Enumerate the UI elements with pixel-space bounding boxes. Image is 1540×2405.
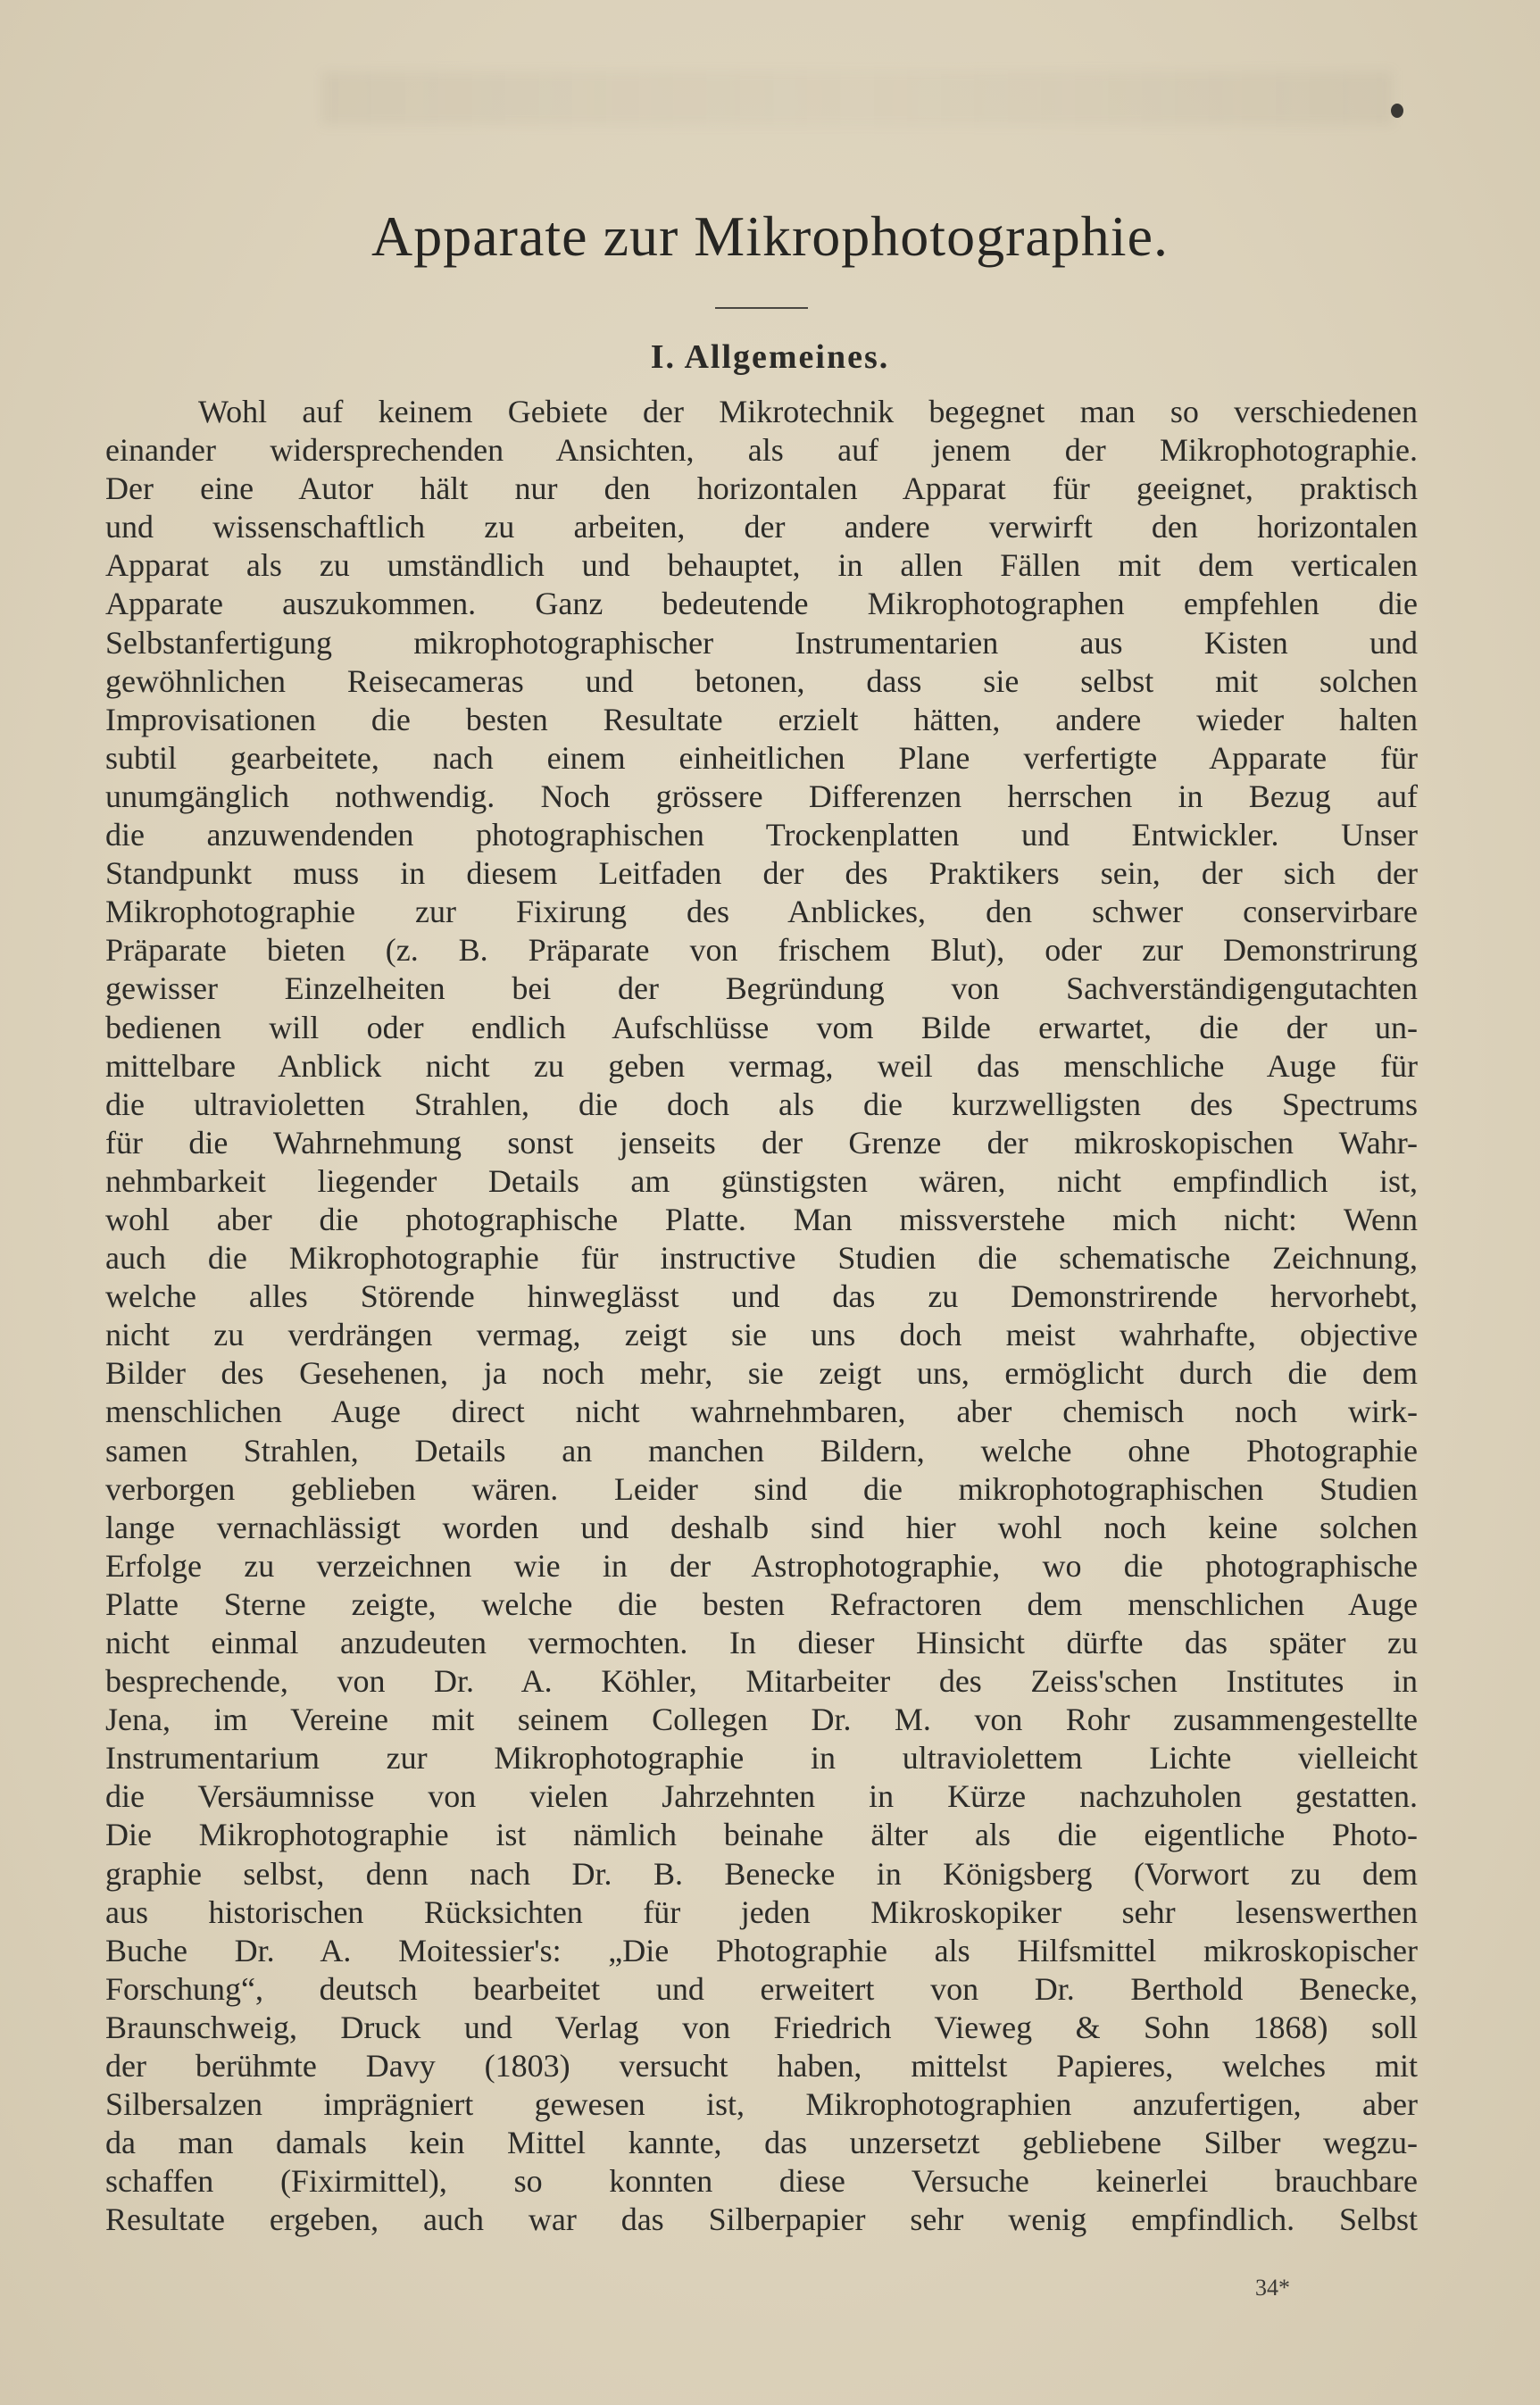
text-line: welche alles Störende hinweglässt und das zu Demonstrirende hervorhebt, <box>105 1278 1418 1315</box>
text-line: für die Wahrnehmung sonst jenseits der Grenze der mikroskopischen Wahr- <box>105 1124 1418 1161</box>
text-line: Mikrophotographie zur Fixirung des Anblickes, den schwer conservirbare <box>105 894 1418 930</box>
text-line: der berühmte Davy (1803) versucht haben, mittelst Papieres, welches mit <box>105 2048 1418 2085</box>
text-line: aus historischen Rücksichten für jeden Mikroskopiker sehr lesenswerthen <box>105 1893 1418 1930</box>
body-text <box>105 393 1418 2240</box>
text-line: schaffen (Fixirmittel), so konnten diese Versuche keinerlei brauchbare <box>105 2163 1418 2200</box>
text-line: nicht zu verdrängen vermag, zeigt sie uns doch meist wahrhafte, objective <box>105 1317 1418 1353</box>
text-line: Erfolge zu verzeichnen wie in der Astrophotographie, wo die photographische <box>105 1547 1418 1584</box>
page-title: Apparate zur Mikrophotographie. <box>371 204 1169 268</box>
text-line: und wissenschaftlich zu arbeiten, der andere verwirft den horizontalen <box>105 509 1418 545</box>
text-line: Silbersalzen imprägniert gewesen ist, Mikrophotographien anzufertigen, aber <box>105 2086 1418 2123</box>
text-line: Standpunkt muss in diesem Leitfaden der des Praktikers sein, der sich der <box>105 855 1418 892</box>
text-line: Instrumentarium zur Mikrophotographie in ultraviolettem Lichte vielleicht <box>105 1740 1418 1777</box>
text-line: die ultravioletten Strahlen, die doch als die kurzwelligsten des Spectrums <box>105 1086 1418 1122</box>
text-line: Forschung“, deutsch bearbeitet und erweitert von Dr. Berthold Benecke, <box>105 1970 1418 2007</box>
text-line: mittelbare Anblick nicht zu geben vermag, weil das menschliche Auge für <box>105 1047 1418 1084</box>
section-heading: I. Allgemeines. <box>650 338 890 376</box>
text-line: subtil gearbeitete, nach einem einheitlichen Plane verfertigte Apparate für <box>105 739 1418 776</box>
text-line: graphie selbst, denn nach Dr. B. Benecke in Königsberg (Vorwort zu dem <box>105 1855 1418 1892</box>
text-line: Resultate ergeben, auch war das Silberpapier sehr wenig empfindlich. Selbst <box>105 2201 1418 2238</box>
text-line: Selbstanfertigung mikrophotographischer Instrumentarien aus Kisten und <box>105 624 1418 661</box>
text-line: Buche Dr. A. Moitessier's: „Die Photographie als Hilfsmittel mikroskopischer <box>105 1932 1418 1968</box>
text-line: menschlichen Auge direct nicht wahrnehmbaren, aber chemisch noch wirk- <box>105 1394 1418 1430</box>
text-line: lange vernachlässigt worden und deshalb sind hier wohl noch keine solchen <box>105 1509 1418 1545</box>
text-line: Braunschweig, Druck und Verlag von Friedrich Vieweg & Sohn 1868) soll <box>105 2009 1418 2045</box>
text-line: verborgen geblieben wären. Leider sind die mikrophotographischen Studien <box>105 1470 1418 1507</box>
text-line: einander widersprechenden Ansichten, als auf jenem der Mikrophotographie. <box>105 432 1418 469</box>
text-line: samen Strahlen, Details an manchen Bildern, welche ohne Photographie <box>105 1432 1418 1469</box>
text-line: Der eine Autor hält nur den horizontalen Apparat für geeignet, praktisch <box>105 470 1418 507</box>
text-line: Wohl auf keinem Gebiete der Mikrotechnik begegnet man so verschiedenen <box>198 394 1418 429</box>
text-line: nicht einmal anzudeuten vermochten. In dieser Hinsicht dürfte das später zu <box>105 1625 1418 1660</box>
text-line: auch die Mikrophotographie für instructive Studien die schematische Zeichnung, <box>105 1240 1418 1277</box>
text-line: da man damals kein Mittel kannte, das unzersetzt gebliebene Silber wegzu- <box>105 2125 1418 2161</box>
text-line: Die Mikrophotographie ist nämlich beinahe älter als die eigentliche Photo- <box>105 1817 1418 1853</box>
text-line: besprechende, von Dr. A. Köhler, Mitarbeiter des Zeiss'schen Institutes in <box>105 1663 1418 1700</box>
page-signature: 34* <box>1255 2275 1290 2301</box>
text-line: Apparate auszukommen. Ganz bedeutende Mikrophotographen empfehlen die <box>105 586 1418 622</box>
text-line: Platte Sterne zeigte, welche die besten Refractoren dem menschlichen Auge <box>105 1585 1418 1622</box>
text-line: die Versäumnisse von vielen Jahrzehnten in Kürze nachzuholen gestatten. <box>105 1778 1418 1815</box>
text-line: nehmbarkeit liegender Details am günstigsten wären, nicht empfindlich ist, <box>105 1162 1418 1199</box>
text-line: Apparat als zu umständlich und behauptet, in allen Fällen mit dem verticalen <box>105 547 1418 584</box>
text-line: gewöhnlichen Reisecameras und betonen, dass sie selbst mit solchen <box>105 662 1418 699</box>
text-line: Bilder des Gesehenen, ja noch mehr, sie zeigt uns, ermöglicht durch die dem <box>105 1355 1418 1392</box>
text-line: Jena, im Vereine mit seinem Collegen Dr. M. von Rohr zusammengestellte <box>105 1702 1418 1738</box>
text-line: wohl aber die photographische Platte. Man missverstehe mich nicht: Wenn <box>105 1201 1418 1237</box>
ink-spot <box>1391 104 1403 118</box>
text-line: unumgänglich nothwendig. Noch grössere Differenzen herrschen in Bezug auf <box>105 778 1418 814</box>
text-line: gewisser Einzelheiten bei der Begründung von Sachverständigengutachten <box>105 970 1418 1007</box>
title-divider <box>715 307 808 309</box>
show-through-text <box>321 71 1393 125</box>
text-line: Improvisationen die besten Resultate erzielt hätten, andere wieder halten <box>105 701 1418 737</box>
text-line: bedienen will oder endlich Aufschlüsse vom Bilde erwartet, die der un- <box>105 1009 1418 1045</box>
text-line: die anzuwendenden photographischen Trockenplatten und Entwickler. Unser <box>105 817 1418 853</box>
text-line: Präparate bieten (z. B. Präparate von frischem Blut), oder zur Demonstrirung <box>105 932 1418 969</box>
